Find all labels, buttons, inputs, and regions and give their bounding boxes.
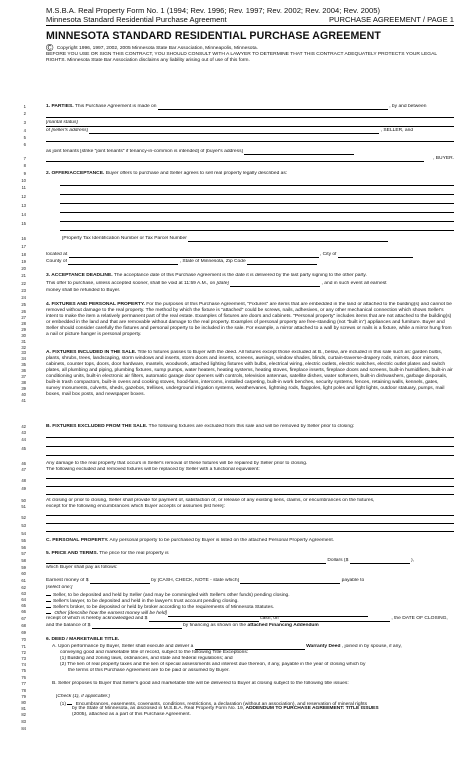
legal-description-line-1[interactable]: [60, 185, 454, 186]
buyer-line-7[interactable]: [46, 161, 424, 162]
line-52: [46, 504, 454, 510]
line-number: 17: [21, 244, 26, 249]
line-number: 21: [21, 273, 26, 278]
line-number: 59: [21, 565, 26, 570]
receipt-text: receipt of which is hereby acknowledged and $: [46, 616, 148, 621]
line-76-text: (2) The lien of real property taxes and the lien of special assessments and interest due thereon, if any, payable in the year of closing which by: [60, 662, 366, 667]
city-label: , City of: [319, 252, 337, 257]
seller-label: , SELLER, and: [380, 128, 414, 133]
line-1: [46, 104, 454, 110]
line-23-text: money shall be refunded to Buyer.: [46, 288, 121, 293]
line-number: 44: [21, 437, 26, 442]
option-broker-checkbox[interactable]: [46, 603, 51, 608]
price-words-field[interactable]: [46, 558, 326, 564]
replaced-fixtures-line-2[interactable]: [46, 486, 454, 487]
line-16: [62, 236, 454, 242]
line-number: 49: [21, 486, 26, 491]
line-number: 78: [21, 688, 26, 693]
earnest-money-label: Earnest money of $: [46, 578, 89, 583]
section-6-heading: 6. DEED / MARKETABLE TITLE.: [46, 637, 120, 642]
line-number: 50: [21, 498, 26, 503]
balance-field[interactable]: [92, 623, 182, 629]
legal-description-line-3[interactable]: [60, 203, 454, 204]
section-4a-heading: A. FIXTURES INCLUDED IN THE SALE.: [46, 350, 137, 355]
line-number: 15: [21, 221, 26, 226]
line-number: 38: [21, 380, 26, 385]
excluded-fixtures-line-2[interactable]: [46, 446, 454, 447]
cash-amount-field[interactable]: [149, 616, 259, 622]
line-number: 34: [21, 356, 26, 361]
option-other-checkbox[interactable]: [46, 609, 51, 614]
line-number: 53: [21, 523, 26, 528]
line-number: 76: [21, 675, 26, 680]
dollars-label: Dollars ($: [327, 558, 349, 563]
line-number: 33: [21, 350, 26, 355]
line-18: [46, 252, 454, 258]
check-if-applicable-label: [Check (1), if applicable:]: [56, 694, 110, 699]
legal-description-line-6[interactable]: [60, 230, 454, 231]
line-21: [46, 273, 454, 279]
line-42-text: The following fixtures are excluded from this sale and will be removed by Seller prior to closing:: [148, 424, 355, 429]
line-number: 52: [21, 515, 26, 520]
line-number: 19: [21, 259, 26, 264]
line-1-end: , by and between: [389, 104, 427, 109]
line-number: 83: [21, 719, 26, 724]
deadline-date-label: [date]: [216, 281, 229, 286]
payment-method-label: by [CASH, CHECK, NOTE - state which]: [151, 578, 239, 583]
replaced-fixtures-line-3[interactable]: [46, 494, 454, 495]
line-47: [46, 467, 454, 473]
closing-date-field[interactable]: [280, 616, 390, 622]
line-23: [46, 288, 454, 294]
line-4: [46, 128, 454, 134]
line-number: 70: [21, 637, 26, 642]
line-number: 10: [21, 178, 26, 183]
section-5-heading: 5. PRICE AND TERMS.: [46, 551, 98, 556]
line-number: 29: [21, 327, 26, 332]
encumbrances-line-1[interactable]: [46, 515, 454, 516]
line-number: 55: [21, 538, 26, 543]
line-number: 54: [21, 531, 26, 536]
copyright-icon: ©: [46, 43, 54, 54]
line-number: 24: [21, 295, 26, 300]
line-number: 58: [21, 558, 26, 563]
line-number: 31: [21, 339, 26, 344]
line-number: 62: [21, 585, 26, 590]
line-number: 73: [21, 656, 26, 661]
excluded-fixtures-line-1[interactable]: [46, 437, 454, 438]
line-number: 56: [21, 545, 26, 550]
line-77: [68, 668, 454, 674]
line-79: [52, 681, 454, 687]
line-number: 45: [21, 446, 26, 451]
line-number: 46: [21, 461, 26, 466]
line-number: 79: [21, 694, 26, 699]
located-at-label: located at: [46, 252, 68, 257]
line-9: [46, 171, 454, 177]
line-number: 65: [21, 603, 26, 608]
option-lawyer-text: Seller's lawyer, to be deposited and held in the lawyer's trust account pending closing.: [53, 599, 239, 604]
line-52-text: except for the following encumbrances which Buyer accepts or assumes [list here]:: [46, 504, 225, 509]
line-number: 67: [21, 616, 26, 621]
line-number: 40: [21, 392, 26, 397]
buyer-label: , BUYER.: [433, 156, 454, 161]
line-number: 80: [21, 700, 26, 705]
buyer-line-5[interactable]: [46, 141, 454, 142]
legal-description-line-4[interactable]: [60, 212, 454, 213]
line-number: 43: [21, 430, 26, 435]
option-seller-checkbox[interactable]: [46, 591, 51, 596]
city-field[interactable]: [338, 252, 413, 258]
balance-label: and the balance of $: [46, 623, 91, 628]
line-number: 64: [21, 597, 26, 602]
option-broker-text: Seller's broker, to be deposited or held by broker according to the requirements of Minnesota Statutes.: [53, 605, 275, 610]
line-1-text: This Purchase Agreement is made on: [74, 104, 157, 109]
line-number: 20: [21, 266, 26, 271]
line-number: 12: [21, 194, 26, 199]
line-21-text: The acceptance date of this Purchase Agreement is the date it is delivered by the last party signing to the other party.: [113, 273, 367, 278]
payable-to-label: payable to: [341, 578, 365, 583]
county-field[interactable]: [68, 259, 178, 265]
line-number: 3: [23, 120, 26, 125]
line-number: 51: [21, 504, 26, 509]
line-number: 8: [23, 163, 26, 168]
line-number: 22: [21, 281, 26, 286]
line-79-text: B. Seller proposes to Buyer that Seller's good and marketable title will be delivered to Buyer at closing subject to the following title issues:: [52, 681, 349, 686]
seller-address-label: of [seller's address]: [46, 128, 88, 133]
financing-text: by financing as shown on the: [183, 623, 247, 628]
encumbrances-line-3[interactable]: [46, 531, 454, 532]
section-4-text: For the purposes of this Purchase Agreement, "Fixtures" are items that are embedded in the land or attached to the building(s) and cannot be removed without damage to the real property. The method by which the fixture is "attached" could be screws, nails, adhesives, or any other mechanical connection which shows Seller's intent to make the item a relatively permanent part of the real estate. Examples of fixtures are doors and cabinets. "Personal property" includes items that are not attached to the building(s) or embedded in the land and that are removable without damage to the real property. Examples of personal property are free-standing (not "built in") appliances and furniture. Buyer and Seller should consider carefully the fixtures and personal property to be included in the sale. For example, a mirror attached to a wall by screws or nails is a fixture, while a mirror hung from a nail or picture hanger is personal property.: [46, 302, 452, 337]
line-number: 1: [23, 104, 26, 109]
section-4c-heading: C. PERSONAL PROPERTY.: [46, 538, 109, 543]
line-number: 30: [21, 333, 26, 338]
encumbrances-line-2[interactable]: [46, 523, 454, 524]
line-22-end: , and in such event all earnest: [321, 281, 387, 286]
line-number: 61: [21, 578, 26, 583]
earnest-money-field[interactable]: [90, 578, 150, 584]
line-22-text: This offer to purchase, unless accepted sooner, shall be void at 11:59 A.M., on: [46, 281, 216, 286]
warranty-deed-label: Warranty Deed: [306, 644, 341, 649]
line-51-text: At closing or prior to closing, Seller shall provide for payment of, satisfaction of, or release of any existing liens, claims, or encumbrances on the fixtures,: [46, 498, 375, 503]
tax-id-field[interactable]: [188, 236, 388, 242]
line-number: 82: [21, 712, 26, 717]
option-lawyer-checkbox[interactable]: [46, 597, 51, 602]
copyright-text: Copyright 1996, 1997, 2002, 2005 Minnesota State Bar Association, Minneapolis, Minnesota.: [56, 46, 258, 51]
line-number: 26: [21, 309, 26, 314]
deed-text-end: , joined in by spouse, if any,: [341, 644, 402, 649]
line-number: 39: [21, 386, 26, 391]
section-4a-paragraph: [46, 350, 454, 422]
line-19: [46, 259, 454, 265]
line-number: 77: [21, 681, 26, 686]
line-60-end: ),: [411, 558, 415, 563]
county-label: County of: [46, 259, 67, 264]
line-47-text: The following excluded and removed fixtures will be replaced by Seller with a functional equivalent:: [46, 467, 260, 472]
line-number: 27: [21, 315, 26, 320]
marital-status-label: [marital status]: [46, 120, 78, 125]
line-number: 42: [21, 424, 26, 429]
line-number: 84: [21, 726, 26, 731]
legal-description-line-2[interactable]: [60, 194, 454, 195]
line-70: [46, 623, 454, 629]
line-number: 47: [21, 467, 26, 472]
line-number: 2: [23, 111, 26, 116]
lawyer-warning: BEFORE YOU USE OR SIGN THIS CONTRACT, YOU SHOULD CONSULT WITH A LAWYER TO DETERMINE THAT THIS CONTRACT ADEQUATELY PROTECTS YOUR LEGAL RIGHTS. Minnesota State Bar Association disclaims any liability arising out of use of this form.: [46, 52, 437, 63]
joint-tenants-text: as joint tenants [strike "joint tenants" if tenancy-in-common is intended] of [buyer's address]: [46, 149, 243, 154]
line-number: 71: [21, 644, 26, 649]
replaced-fixtures-line-1[interactable]: [46, 478, 454, 479]
line-57-text: Any personal property to be purchased by Buyer is listed on the attached Personal Property Agreement.: [109, 538, 335, 543]
line-number: 37: [21, 374, 26, 379]
financing-addendum-ref: attached Financing Addendum: [247, 623, 319, 628]
street-address-field[interactable]: [69, 252, 319, 258]
buyer-address-field[interactable]: [244, 149, 354, 155]
zip-code-field[interactable]: [247, 259, 317, 265]
line-9-text: Buyer offers to purchase and Seller agrees to sell real property legally described as:: [105, 171, 288, 176]
seller-address-field[interactable]: [89, 128, 379, 134]
line-84-text: (2005), attached as a part of this Purchase Agreement.: [72, 712, 191, 717]
legal-description-line-5[interactable]: [60, 221, 454, 222]
line-59-text: The price for the real property is: [99, 551, 169, 556]
excluded-fixtures-line-3[interactable]: [46, 455, 454, 456]
line-number: 66: [21, 609, 26, 614]
option-other-text: Other [describe how the earnest money will be held]: [54, 611, 167, 616]
line-number: 9: [23, 171, 26, 176]
line-60: [46, 558, 454, 564]
line-number: 63: [21, 591, 26, 596]
line-number: 18: [21, 252, 26, 257]
line-number: 14: [21, 212, 26, 217]
line-number: 48: [21, 478, 26, 483]
line-number: 7: [23, 156, 26, 161]
line-number: 41: [21, 398, 26, 403]
line-number: 35: [21, 362, 26, 367]
line-number: 74: [21, 662, 26, 667]
line-number: 28: [21, 321, 26, 326]
line-number: 75: [21, 668, 26, 673]
line-46-text: Any damage to the real property that occurs in Seller's removal of these fixtures will be repaired by Seller prior to closing.: [46, 461, 308, 466]
line-number: 57: [21, 551, 26, 556]
closing-date-label: , the DATE OF CLOSING,: [391, 616, 448, 621]
line-74-text: conveying good and marketable title of record, subject to the following Title Exceptions:: [60, 650, 249, 655]
line-number: 69: [21, 630, 26, 635]
line-6: [46, 149, 454, 155]
line-number: 32: [21, 345, 26, 350]
line-number: 4: [23, 128, 26, 133]
line-number: 16: [21, 236, 26, 241]
section-2-heading: 2. OFFER/ACCEPTANCE.: [46, 171, 105, 176]
deadline-date-field[interactable]: [230, 281, 320, 287]
line-number: 5: [23, 135, 26, 140]
line-75-text: (1) Building and zoning laws, ordinances, and state and federal regulations; and: [60, 656, 233, 661]
section-4a-text: Title to fixtures passes to Buyer with the deed. All fixtures except those excluded at B., below, are included in this sale such as: garden bulbs, plants, shrubs, trees, landscaping, storm windows and inserts, storm doors and inserts, screens, awnings, window shades, blinds, curtain-traverse-drapery rods, mirrors, door mirrors, cabinets, counter tops, doors, door hardware, mantels, woodwork, attached lighting fixtures with bulbs, electrical wiring, electric outlets, electric switches, electric outlet plates and switch plates, all plumbing and piping, plumbing fixtures, sump pumps, water heaters, heating systems, heating stoves, fireplace inserts, fireplace doors and screens, built-in humidifiers, built-in air conditioning units, built-in electronic air filters, automatic garage door openers with controls, television antennas, satellite dishes, water softeners, built-in dishwashers, garbage disposals, built-in trash compactors, built-in ovens and cooking stoves, hood-fans, intercoms, installed carpeting, built-in work benches, security systems, fences, retaining walls, kennels, gates, survey monuments, culverts, sheds, gazebos, trellises, underground irrigation systems, weathervanes, lightning rods, flagpoles, light poles and light lights, outdoor statuary, pumps, mail boxes, mail box posts, and newspaper boxes.: [46, 350, 453, 397]
payment-method-field[interactable]: [240, 578, 340, 584]
copyright-notice: [46, 43, 454, 64]
line-number: 13: [21, 203, 26, 208]
section-3-heading: 3. ACCEPTANCE DEADLINE.: [46, 273, 113, 278]
line-number: 60: [21, 571, 26, 576]
line-number: 23: [21, 288, 26, 293]
deed-text: A. Upon performance by Buyer, Seller shall execute and deliver a: [52, 644, 194, 649]
title-issues-addendum-ref: ADDENDUM TO PURCHASE AGREEMENT: TITLE ISSUES: [245, 706, 379, 711]
party-line-2[interactable]: [46, 117, 454, 118]
form-name: Minnesota Standard Residential Purchase Agreement: [46, 15, 227, 24]
line-22: [46, 281, 454, 287]
form-header: [46, 6, 454, 26]
price-amount-field[interactable]: [350, 558, 410, 564]
section-1-heading: 1. PARTIES.: [46, 104, 74, 109]
line-61: [46, 565, 454, 571]
line-59: [46, 551, 454, 557]
title-option-1-text: Encumbrances, easements, covenants, conditions, restrictions, a declaration (without an association), and reservation of mineral rights: [75, 702, 368, 707]
select-one-label: [select one:]: [46, 585, 73, 590]
header-row: [46, 15, 454, 26]
tax-id-label: [Property Tax Identification Number or Tax Parcel Number: [62, 236, 187, 241]
cash-on-label: cash, on: [260, 616, 279, 621]
line-42: [46, 424, 454, 430]
line-77-text: the terms of this Purchase Agreement are to be paid or assumed by Buyer.: [68, 668, 230, 673]
section-4-heading: 4. FIXTURES AND PERSONAL PROPERTY.: [46, 302, 145, 307]
line-number: 11: [21, 185, 26, 190]
line-72: [46, 637, 454, 643]
line-83-text: by the State of Minnesota, as disclosed in M.S.B.A. Real Property Form No. 19,: [72, 706, 245, 711]
line-number: 25: [21, 302, 26, 307]
page-indicator: PURCHASE AGREEMENT / PAGE 1: [328, 15, 454, 24]
line-number: 6: [23, 142, 26, 147]
line-number: 72: [21, 650, 26, 655]
line-number: 36: [21, 368, 26, 373]
option-seller-text: Seller, to be deposited and held by Seller (and may be commingled with Seller's other funds) pending closing.: [53, 593, 290, 598]
agreement-date-field[interactable]: [158, 104, 388, 110]
title-option-1-checkbox[interactable]: [67, 700, 72, 705]
line-63: [46, 578, 454, 584]
title-option-1-number: (1): [60, 702, 66, 707]
form-id: M.S.B.A. Real Property Form No. 1 (1994; Rev. 1996; Rev. 1997; Rev. 2002; Rev. 2004; Rev. 2005): [46, 6, 381, 15]
marital-status-field[interactable]: [46, 126, 454, 127]
section-4-paragraph: [46, 302, 454, 350]
line-61-text: which Buyer shall pay as follows:: [46, 565, 118, 570]
state-zip-label: , State of Minnesota, Zip Code: [179, 259, 246, 264]
line-number: 68: [21, 623, 26, 628]
document-title: MINNESOTA STANDARD RESIDENTIAL PURCHASE AGREEMENT: [46, 30, 381, 42]
line-69: [46, 616, 454, 622]
section-4b-heading: B. FIXTURES EXCLUDED FROM THE SALE.: [46, 424, 148, 429]
line-number: 81: [21, 706, 26, 711]
line-57: [46, 538, 454, 544]
line-84: [72, 712, 454, 718]
